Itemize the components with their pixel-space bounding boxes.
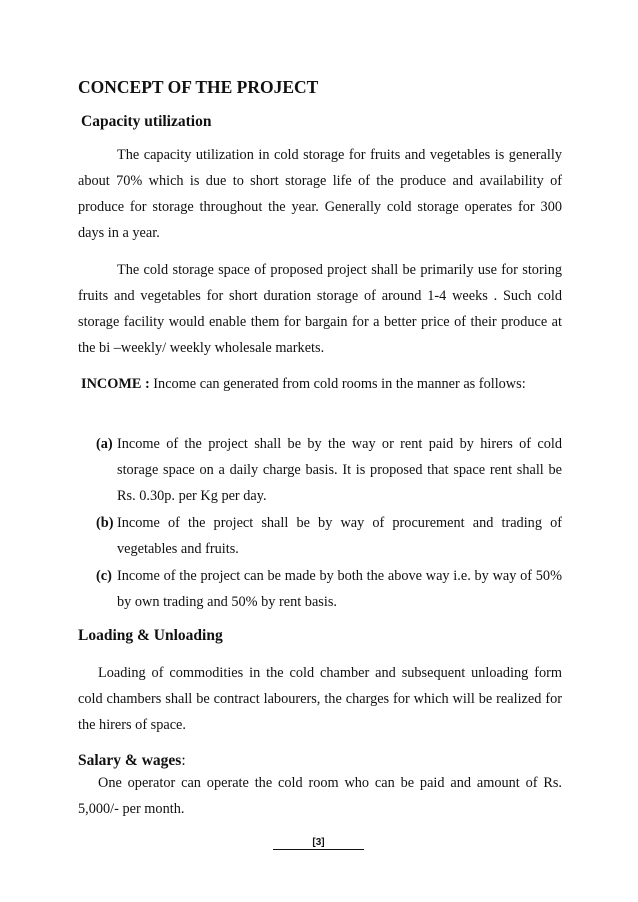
list-marker: (c) xyxy=(96,568,112,584)
list-item-text: Income of the project shall be by the way or rent paid by hirers of cold storage space on a daily charge basis. It is proposed that space rent shall be Rs. 0.30p. per Kg per day. xyxy=(117,436,562,504)
capacity-heading: Capacity utilization xyxy=(81,113,212,130)
list-item xyxy=(96,563,562,615)
salary-colon: : xyxy=(181,752,186,769)
list-marker: (a) xyxy=(96,436,113,452)
income-list xyxy=(96,431,562,616)
salary-heading-line xyxy=(78,752,186,770)
income-label: INCOME : xyxy=(81,376,150,392)
page-number: [3] xyxy=(273,836,364,850)
loading-heading: Loading & Unloading xyxy=(78,627,223,644)
capacity-paragraph-2: The cold storage space of proposed project shall be primarily use for storing fruits and vegetables for short duration storage of around 1-4 weeks . Such cold storage facility would enable them for bargain for a better price of their produce at the bi –weekly/ weekly wholesale markets. xyxy=(78,262,562,356)
income-paragraph xyxy=(81,371,562,397)
salary-paragraph: One operator can operate the cold room who can be paid and amount of Rs. 5,000/- per month. xyxy=(78,775,562,817)
list-item-text: Income of the project can be made by both the above way i.e. by way of 50% by own trading and 50% by rent basis. xyxy=(117,568,562,610)
loading-paragraph: Loading of commodities in the cold chamber and subsequent unloading form cold chambers shall be contract labourers, the charges for which will be realized for the hirers of space. xyxy=(78,665,562,733)
salary-heading: Salary & wages xyxy=(78,752,182,769)
list-item xyxy=(96,431,562,509)
list-marker: (b) xyxy=(96,515,114,531)
income-text: Income can generated from cold rooms in the manner as follows: xyxy=(153,376,526,392)
capacity-paragraph-1: The capacity utilization in cold storage for fruits and vegetables is generally about 70% which is due to short storage life of the produce and availability of produce for storage throughout the year. Generally cold storage operates for 300 days in a year. xyxy=(78,147,562,241)
list-item xyxy=(96,510,562,562)
list-item-text: Income of the project shall be by way of procurement and trading of vegetables and fruits. xyxy=(117,515,562,557)
page-title: CONCEPT OF THE PROJECT xyxy=(78,77,319,97)
